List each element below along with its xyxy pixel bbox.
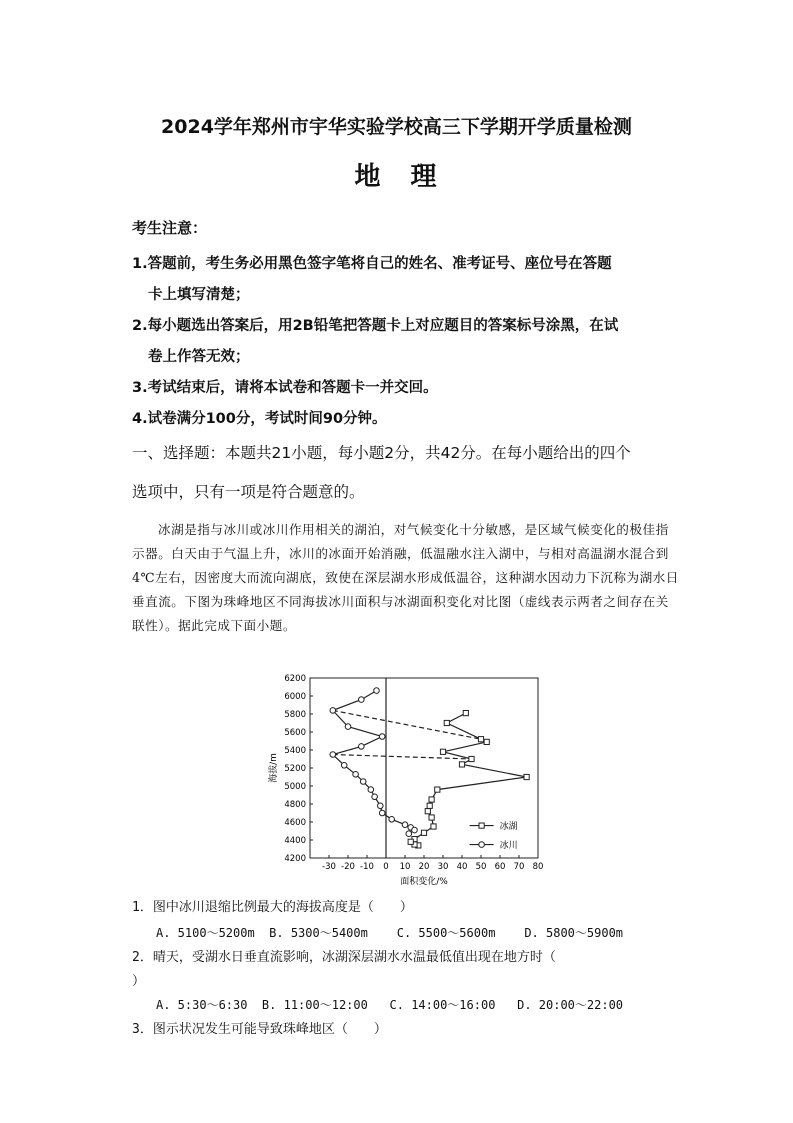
notice-heading: 考生注意： [132, 219, 208, 237]
data-point-circle [389, 817, 395, 823]
data-point-circle [359, 744, 365, 750]
x-axis-label: 面积变化/% [400, 877, 448, 887]
question-1-options: A. 5100～5200m B. 5300～5400m C. 5500～5600m D. 5800～5900m [156, 926, 624, 940]
y-tick-label: 5600 [284, 728, 306, 738]
data-point-circle [402, 822, 408, 828]
data-point-square [425, 809, 430, 814]
y-tick-label: 5800 [284, 710, 306, 720]
data-point-circle [406, 831, 412, 837]
question-stem: 2．晴天，受湖水日垂直流影响，冰湖深层湖水水温最低值出现在地方时（ [132, 950, 556, 965]
data-point-square [484, 739, 489, 744]
elevation-area-chart [262, 668, 552, 890]
y-tick-label: 5400 [284, 746, 306, 756]
x-tick-label: 50 [475, 862, 487, 872]
legend-label: 冰湖 [499, 822, 518, 833]
y-tick-label: 6200 [284, 674, 306, 684]
data-point-circle [378, 803, 384, 809]
subject-char: 地 [354, 162, 383, 192]
y-tick-label: 6000 [284, 692, 306, 702]
data-point-circle [360, 779, 366, 785]
subject-title [0, 156, 793, 193]
y-tick-label: 4400 [284, 836, 306, 846]
legend-label: 冰川 [499, 841, 518, 852]
x-tick-label: 60 [494, 862, 506, 872]
data-point-square [435, 787, 440, 792]
data-point-circle [379, 734, 385, 740]
data-point-square [478, 737, 483, 742]
x-tick-label: 10 [399, 862, 411, 872]
y-tick-label: 5000 [284, 782, 306, 792]
data-point-square [429, 797, 434, 802]
section-heading-line: 选项中，只有一项是符合题意的。 [132, 483, 365, 501]
chart-legend [470, 820, 518, 851]
x-tick-label: 0 [383, 862, 389, 872]
data-point-square [440, 749, 445, 754]
question-stem: 3．图示状况发生可能导致珠峰地区（ ） [132, 1022, 387, 1037]
question-stem-cont: ） [132, 974, 146, 989]
y-axis-label: 海拔/m [269, 753, 279, 783]
y-tick-label: 4600 [284, 818, 306, 828]
data-point-circle [359, 697, 365, 703]
notice-item [132, 249, 677, 311]
data-point-square [524, 774, 529, 779]
data-point-square [408, 839, 413, 844]
notice-item-line: 卷上作答无效； [148, 349, 250, 365]
data-point-circle [374, 688, 380, 694]
notice-item [132, 311, 677, 373]
y-tick-label: 5200 [284, 764, 306, 774]
x-tick-label: 40 [456, 862, 468, 872]
data-point-circle [330, 752, 336, 758]
data-point-circle [330, 708, 336, 714]
data-point-square [431, 824, 436, 829]
notice-item-line: 卡上填写清楚； [148, 287, 250, 303]
data-point-square [427, 803, 432, 808]
x-tick-label: -10 [360, 862, 374, 872]
question-stem: 1．图中冰川退缩比例最大的海拔高度是（ ） [132, 900, 413, 915]
data-point-square [463, 711, 468, 716]
question-2 [132, 946, 680, 994]
data-point-circle [353, 772, 359, 778]
exam-title: 2024学年郑州市宇华实验学校高三下学期开学质量检测 [161, 116, 632, 138]
data-point-square [429, 815, 434, 820]
y-tick-label: 4800 [284, 800, 306, 810]
data-point-circle [379, 810, 385, 816]
data-point-square [421, 830, 426, 835]
dashed-link [333, 755, 472, 760]
question-1 [132, 896, 680, 915]
intro-paragraph: 冰湖是指与冰川或冰川作用相关的湖泊，对气候变化十分敏感，是区域气候变化的极佳指示器。白天由于气温上升，冰川的冰面开始消融，低温融水注入湖中，与相对高温湖水混合到4℃左右，因密度大而流向湖底，致使在深层湖水形成低温谷，这种湖水因动力下沉称为湖水日垂直流。下图为珠峰地区不同海拔冰川面积与冰湖面积变化对比图（虚线表示两者之间存在关联性）。据此完成下面小题。 [132, 522, 679, 633]
data-point-circle [368, 787, 374, 793]
dashed-link [333, 710, 481, 739]
notice-item-line: 1.答题前，考生务必用黑色签字笔将自己的姓名、准考证号、座位号在答题 [132, 256, 612, 272]
notice-list [132, 249, 677, 435]
x-tick-label: 80 [532, 862, 544, 872]
data-point-square [444, 720, 449, 725]
data-point-square [469, 756, 474, 761]
notice-item-line: 2.每小题选出答案后，用2B铅笔把答题卡上对应题目的答案标号涂黑，在试 [132, 318, 619, 334]
x-tick-label: -20 [341, 862, 355, 872]
question-2-options: A. 5:30～6:30 B. 11:00～12:00 C. 14:00～16:00 D. 20:00～22:00 [156, 998, 624, 1012]
subject-char: 理 [410, 162, 439, 192]
data-point-square [459, 762, 464, 767]
section-heading-line: 一、选择题：本题共21小题，每小题2分，共42分。在每小题给出的四个 [132, 444, 631, 462]
question-3 [132, 1018, 680, 1037]
notice-item: 4.试卷满分100分，考试时间90分钟。 [132, 411, 387, 427]
x-tick-label: 20 [418, 862, 430, 872]
data-point-circle [412, 827, 418, 833]
x-tick-label: -30 [322, 862, 336, 872]
data-point-circle [345, 724, 351, 730]
data-point-circle [341, 763, 347, 769]
notice-item: 3.考试结束后，请将本试卷和答题卡一并交回。 [132, 380, 438, 396]
x-tick-label: 70 [513, 862, 525, 872]
legend-marker-square [479, 823, 484, 828]
data-point-circle [372, 794, 378, 800]
legend-marker-circle [479, 842, 485, 848]
x-tick-label: 30 [437, 862, 449, 872]
section-heading [132, 434, 677, 512]
y-tick-label: 4200 [284, 854, 306, 864]
